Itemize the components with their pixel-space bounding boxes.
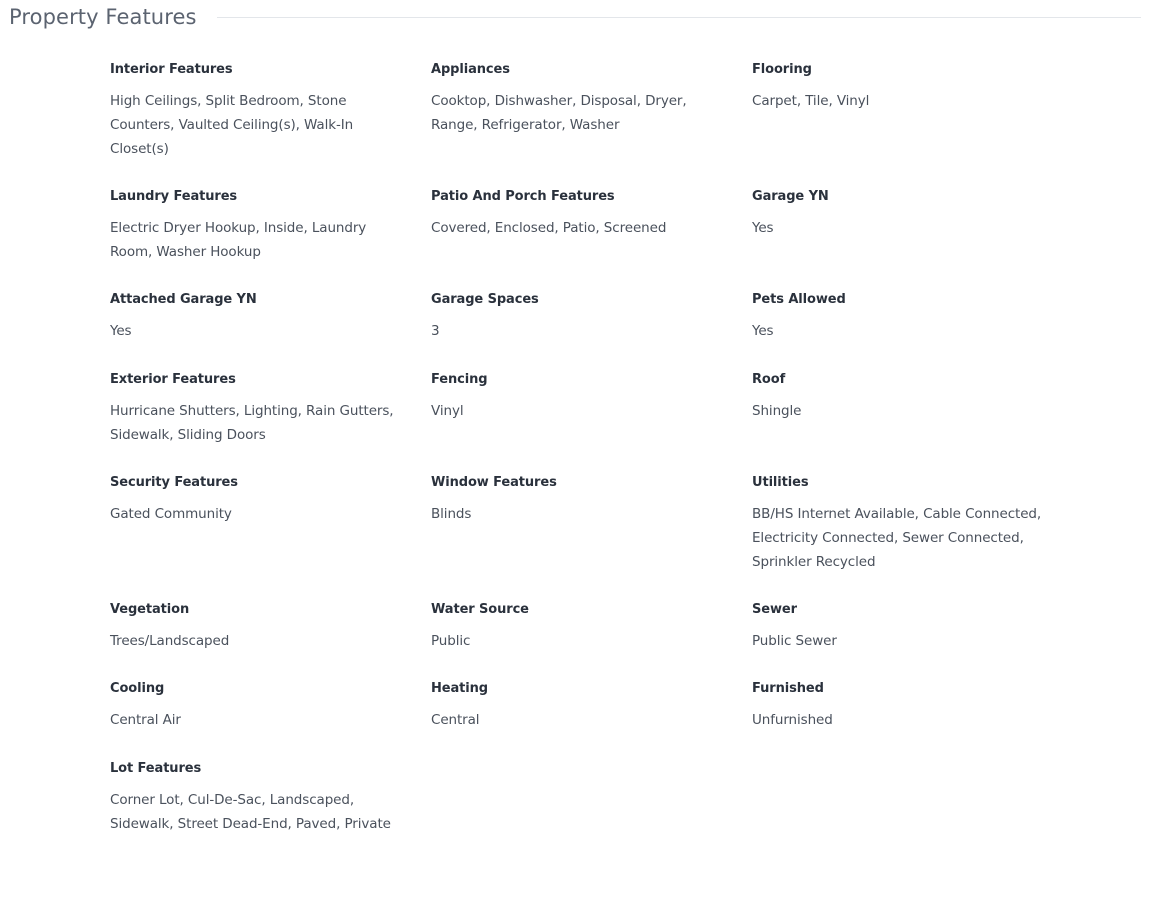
feature-item [431,473,752,574]
feature-value: 3 [431,323,440,339]
feature-label: Fencing [431,372,488,387]
feature-value: Trees/Landscaped [110,633,230,649]
feature-row [110,60,1110,161]
feature-label: Appliances [431,62,510,77]
section-header [9,0,1141,34]
feature-item [110,600,431,653]
feature-value: Yes [752,220,774,236]
feature-value: Gated Community [110,506,232,522]
feature-value: Yes [752,323,774,339]
feature-item [110,473,431,574]
feature-item [431,370,752,447]
feature-label: Vegetation [110,602,190,617]
feature-label: Pets Allowed [752,292,846,307]
feature-value: Yes [110,323,132,339]
feature-label: Window Features [431,475,557,490]
feature-item [431,60,752,161]
feature-label: Roof [752,372,786,387]
feature-item [110,60,431,161]
feature-item [752,679,1073,732]
feature-value: BB/HS Internet Available, Cable Connected, Electricity Connected, Sewer Connected, Sprinkler Recycled [752,506,1042,570]
feature-label: Patio And Porch Features [431,189,615,204]
feature-label: Flooring [752,62,812,77]
feature-item [752,290,1073,343]
feature-value: Central [431,712,480,728]
feature-item [110,290,431,343]
feature-label: Furnished [752,681,824,696]
feature-label: Utilities [752,475,809,490]
feature-value: Blinds [431,506,472,522]
feature-item [431,187,752,264]
feature-row [110,759,1110,836]
feature-label: Exterior Features [110,372,236,387]
feature-item [110,187,431,264]
feature-label: Lot Features [110,761,202,776]
feature-label: Sewer [752,602,797,617]
feature-item [752,370,1073,447]
feature-label: Heating [431,681,489,696]
feature-value: Carpet, Tile, Vinyl [752,93,870,109]
feature-label: Laundry Features [110,189,238,204]
feature-value: High Ceilings, Split Bedroom, Stone Counters, Vaulted Ceiling(s), Walk-In Closet(s) [110,93,354,157]
feature-row [110,679,1110,732]
section-title: Property Features [9,5,197,29]
feature-item [752,473,1073,574]
feature-item [752,600,1073,653]
feature-label: Garage Spaces [431,292,539,307]
feature-label: Interior Features [110,62,233,77]
feature-value: Central Air [110,712,181,728]
feature-row [110,290,1110,343]
feature-item [431,679,752,732]
feature-row [110,600,1110,653]
feature-item [431,600,752,653]
feature-label: Water Source [431,602,529,617]
features-grid [110,60,1110,836]
feature-item [752,187,1073,264]
feature-row [110,370,1110,447]
feature-item [110,759,431,836]
feature-value: Unfurnished [752,712,833,728]
feature-value: Public Sewer [752,633,837,649]
feature-label: Security Features [110,475,238,490]
feature-label: Garage YN [752,189,829,204]
section-divider [217,17,1141,18]
feature-value: Shingle [752,403,802,419]
feature-value: Covered, Enclosed, Patio, Screened [431,220,667,236]
feature-item [110,370,431,447]
feature-label: Attached Garage YN [110,292,257,307]
feature-value: Hurricane Shutters, Lighting, Rain Gutters, Sidewalk, Sliding Doors [110,403,394,443]
feature-value: Corner Lot, Cul-De-Sac, Landscaped, Sidewalk, Street Dead-End, Paved, Private [110,792,391,832]
feature-value: Cooktop, Dishwasher, Disposal, Dryer, Range, Refrigerator, Washer [431,93,687,133]
feature-row [110,473,1110,574]
feature-row [110,187,1110,264]
feature-item [752,60,1073,161]
feature-value: Vinyl [431,403,464,419]
feature-value: Public [431,633,471,649]
feature-item [110,679,431,732]
feature-value: Electric Dryer Hookup, Inside, Laundry Room, Washer Hookup [110,220,367,260]
feature-label: Cooling [110,681,165,696]
feature-item [431,290,752,343]
